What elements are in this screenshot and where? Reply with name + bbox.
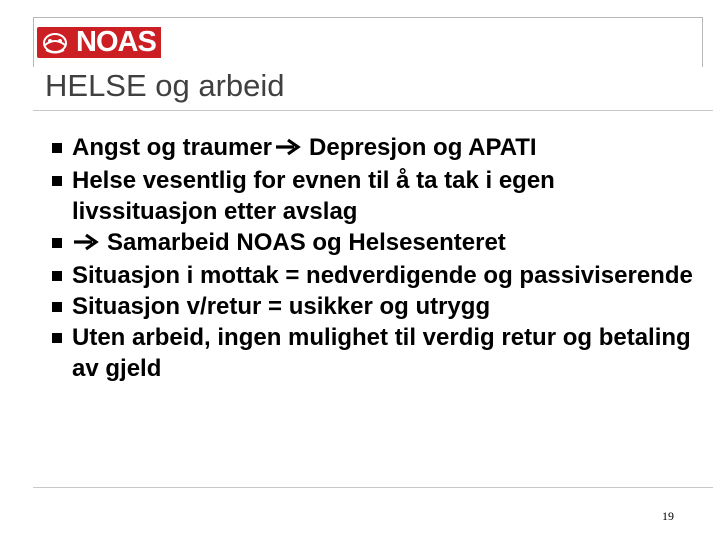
footer-divider: [33, 487, 713, 488]
bullet-square-icon: [52, 143, 62, 153]
bullet-square-icon: [52, 271, 62, 281]
bullet-text: Situasjon i mottak = nedverdigende og passiviserende: [72, 262, 693, 289]
bullet-item: [52, 260, 702, 291]
page-number: 19: [662, 509, 674, 523]
bullet-text-continued: Depresjon og APATI: [309, 134, 537, 161]
bullet-text: Angst og traumer: [72, 134, 273, 161]
right-arrow-icon: [72, 229, 102, 260]
bullet-text: Uten arbeid, ingen mulighet til verdig retur og betaling av gjeld: [72, 324, 691, 382]
bullet-list: [52, 132, 702, 384]
bullet-item: [52, 322, 702, 384]
bullet-text-continued: Samarbeid NOAS og Helsesenteret: [107, 229, 506, 256]
logo-text: NOAS: [74, 27, 161, 58]
right-arrow-icon: [274, 134, 304, 165]
bullet-text: Helse vesentlig for evnen til å ta tak i egen livssituasjon etter avslag: [72, 167, 555, 225]
bullet-item: [52, 165, 702, 227]
header-frame-right: [702, 17, 703, 67]
header-frame-top: [33, 17, 703, 18]
bullet-square-icon: [52, 238, 62, 248]
bullet-square-icon: [52, 302, 62, 312]
noas-emblem-icon: [37, 27, 74, 58]
bullet-text: Situasjon v/retur = usikker og utrygg: [72, 293, 491, 320]
bullet-item: [52, 291, 702, 322]
noas-logo: [37, 27, 161, 58]
bullet-item: [52, 132, 702, 165]
bullet-item: [52, 227, 702, 260]
title-divider: [33, 110, 713, 111]
bullet-square-icon: [52, 333, 62, 343]
slide-title: HELSE og arbeid: [45, 68, 285, 103]
header-frame-left: [33, 17, 34, 67]
bullet-square-icon: [52, 176, 62, 186]
globe-hands-icon: [37, 27, 74, 58]
